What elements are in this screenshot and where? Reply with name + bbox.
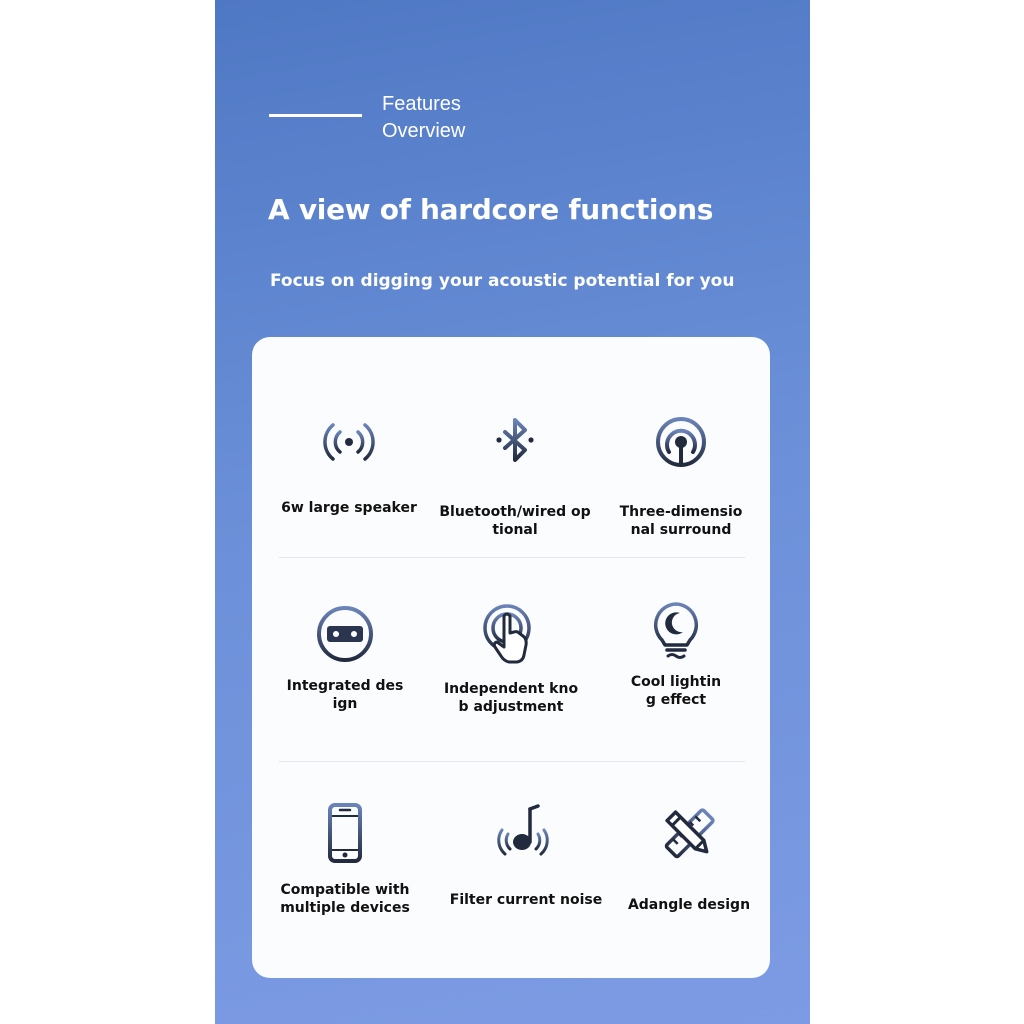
smartphone-icon bbox=[315, 803, 375, 863]
feature-item-bluetooth bbox=[430, 415, 600, 539]
feature-label: Bluetooth/wired op tional bbox=[439, 504, 591, 538]
section-kicker bbox=[382, 91, 465, 145]
music-note-waves-icon bbox=[494, 803, 558, 863]
feature-label: Independent kno b adjustment bbox=[443, 681, 579, 715]
feature-item-design bbox=[604, 805, 774, 914]
feature-label: Compatible with multiple devices bbox=[280, 882, 410, 916]
feature-label: Three-dimensio nal surround bbox=[619, 504, 743, 538]
knob-touch-icon bbox=[481, 603, 541, 665]
feature-item-surround bbox=[596, 415, 766, 539]
feature-item-compatible bbox=[260, 803, 430, 917]
integrated-design-icon bbox=[315, 605, 375, 663]
row-divider bbox=[279, 761, 745, 762]
feature-item-noise-filter bbox=[441, 803, 611, 909]
header-rule bbox=[269, 114, 362, 117]
feature-label: Adangle design bbox=[627, 897, 751, 913]
features-panel bbox=[215, 0, 810, 1024]
kicker-line-2: Overview bbox=[382, 120, 466, 142]
page-title: A view of hardcore functions bbox=[268, 193, 714, 226]
feature-item-integrated bbox=[260, 605, 430, 713]
feature-item-knob bbox=[426, 603, 596, 716]
speaker-waves-icon bbox=[319, 415, 379, 469]
feature-label: Filter current noise bbox=[449, 892, 603, 908]
page-subtitle: Focus on digging your acoustic potential for you bbox=[270, 271, 735, 291]
bluetooth-icon bbox=[485, 415, 545, 469]
row-divider bbox=[279, 557, 745, 558]
feature-item-lighting bbox=[591, 601, 761, 709]
features-card bbox=[252, 337, 770, 978]
feature-label: Integrated des ign bbox=[286, 678, 404, 712]
light-bulb-icon bbox=[646, 601, 706, 663]
surround-broadcast-icon bbox=[651, 415, 711, 471]
feature-item-speaker bbox=[264, 415, 434, 517]
kicker-line-1: Features bbox=[382, 93, 461, 115]
ruler-pencil-icon bbox=[659, 805, 719, 863]
feature-label: 6w large speaker bbox=[281, 500, 417, 516]
feature-label: Cool lightin g effect bbox=[630, 674, 722, 708]
